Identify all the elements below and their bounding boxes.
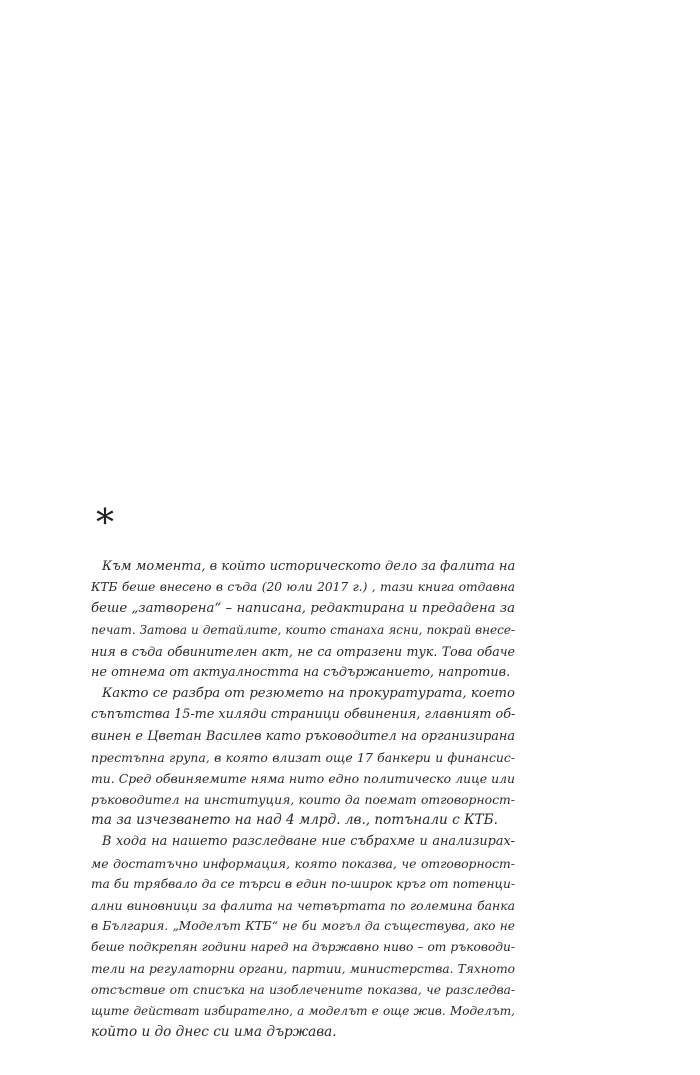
paragraph-3-line-8: отсъствие от списъка на изоблечените показва, че разследва-: [91, 982, 515, 997]
paragraph-3-line-1: В хода на нашето разследване ние събрахме и анализирах-: [102, 834, 515, 850]
paragraph-2-line-7: та за изчезването на над 4 млрд. лв., потънали с КТБ.: [91, 812, 498, 829]
paragraph-2-line-5: ти. Сред обвиняемите няма нито едно политическо лице или: [91, 770, 515, 786]
section-separator-asterisk: *: [96, 503, 114, 544]
paragraph-2-line-1: Както се разбра от резюмето на прокуратурата, което: [102, 686, 515, 702]
body-text: [91, 556, 515, 1043]
paragraph-1-line-5: ния в съда обвинителен акт, не са отразени тук. Това обаче: [91, 643, 515, 659]
paragraph-2-line-3: винен е Цветан Василев като ръководител на организирана: [91, 728, 515, 744]
paragraph-3-line-5: в България. „Моделът КТБ“ не би могъл да съществува, ако не: [91, 919, 515, 934]
paragraph-3-line-2: ме достатъчно информация, която показва, че отговорност-: [91, 855, 515, 871]
paragraph-1-line-2: КТБ беше внесено в съда (20 юли 2017 г.) , тази книга отдавна: [91, 580, 515, 595]
paragraph-3-line-6: беше подкрепян години наред на държавно ниво – от ръководи-: [91, 940, 515, 955]
paragraph-2-line-2: съпътства 15-те хиляди страници обвинения, главният об-: [91, 707, 515, 723]
paragraph-3-line-9: щите действат избирателно, а моделът е още жив. Моделът,: [91, 1003, 515, 1018]
paragraph-1-line-4: печат. Затова и детайлите, които станаха ясни, покрай внесе-: [91, 622, 515, 637]
paragraph-2-line-4: престъпна група, в която влизат още 17 банкери и финансис-: [91, 749, 515, 765]
paragraph-3-line-10: който и до днес си има държава.: [91, 1024, 337, 1041]
paragraph-1-line-3: беше „затворена“ – написана, редактирана и предадена за: [91, 601, 515, 617]
paragraph-1-line-1: Към момента, в който историческото дело за фалита на: [102, 559, 515, 574]
paragraph-3-line-3: та би трябвало да се търси в един по-широк кръг от потенци-: [91, 876, 515, 891]
paragraph-3-line-7: тели на регулаторни органи, партии, министерства. Тяхното: [91, 961, 515, 976]
paragraph-1-line-6: не отнема от актуалността на съдържанието, напротив.: [91, 664, 511, 680]
paragraph-3-line-4: ални виновници за фалита на четвъртата по големина банка: [91, 898, 515, 913]
paragraph-2-line-6: ръководител на институция, които да поемат отговорност-: [91, 792, 515, 808]
